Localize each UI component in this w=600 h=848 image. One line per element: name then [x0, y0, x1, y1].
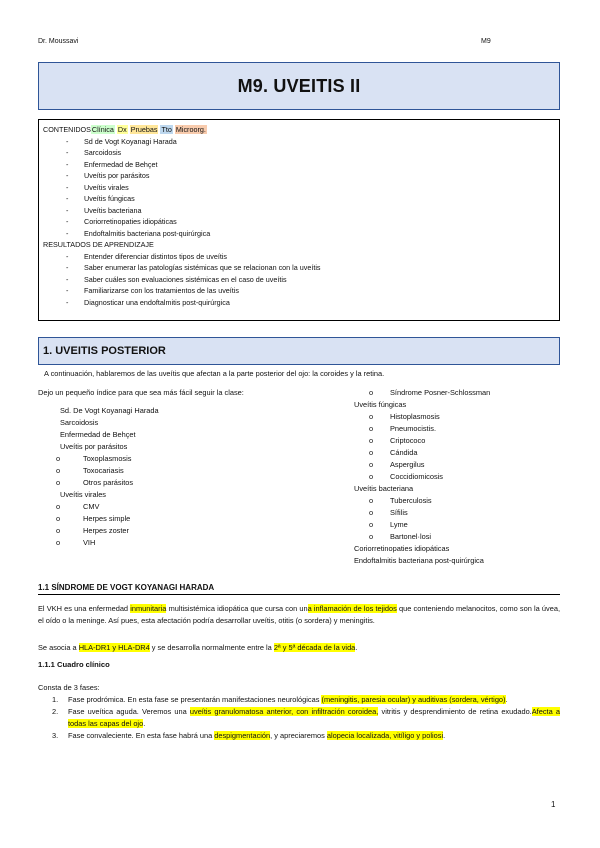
index-right-column [354, 387, 560, 567]
index-subitem: o Coccidiomicosis [354, 471, 560, 483]
index-subitem: o Bartonel·losi [354, 531, 560, 543]
list-item [38, 694, 560, 706]
text-run: vitritis y desprendimiento de retina exudado. [378, 707, 532, 716]
legend-dx: Dx [117, 125, 127, 134]
text-run: . [505, 695, 508, 704]
legend-clinica: Clínica [91, 125, 114, 134]
index-subitem: o Tuberculosis [354, 495, 560, 507]
list-item [38, 730, 560, 742]
list-item: - Sd de Vogt Koyanagi Harada [43, 136, 555, 148]
section-banner [38, 337, 560, 365]
contents-list [43, 136, 555, 240]
subsection-title: 1.1 SÍNDROME DE VOGT KOYANAGI HARADA [38, 583, 560, 595]
text-run: multisistémica idiopática que cursa con un [166, 604, 308, 613]
index-subitem: o VIH [38, 537, 283, 549]
list-item: - Entender diferenciar distintos tipos de uveítis [43, 251, 555, 263]
index-subitem: o Toxocariasis [38, 465, 283, 477]
list-item: - Familiarizarse con los tratamientos de las uveítis [43, 285, 555, 297]
index-subitem: o Cándida [354, 447, 560, 459]
index-intro: Dejo un pequeño índice para que sea más fácil seguir la clase: [38, 388, 244, 397]
highlight-run: a inflamación de los tejidos [307, 604, 397, 613]
index-subitem: o Herpes zoster [38, 525, 283, 537]
highlight-run: (meningitis, paresia ocular) y auditivas (sordera, vértigo) [321, 695, 506, 704]
index-subitem: o CMV [38, 501, 283, 513]
highlight-run: alopecia localizada, vitíligo y poliosi [326, 731, 444, 740]
highlight-run: Afecta a todas las capas del ojo [68, 707, 560, 728]
list-item: - Saber cuáles son evaluaciones sistémicas en el caso de uveítis [43, 274, 555, 286]
contents-box [38, 119, 560, 321]
list-item: - Uveítis virales [43, 182, 555, 194]
text-run: Fase prodrómica. En esta fase se presentarán manifestaciones neurológicas [68, 695, 322, 704]
index-item: Sd. De Vogt Koyanagi Harada [60, 406, 159, 415]
text-run: y se desarrolla normalmente entre la [149, 643, 274, 652]
list-item: - Enfermedad de Behçet [43, 159, 555, 171]
index-subitem: o Aspergilus [354, 459, 560, 471]
index-item: Uveítis virales [60, 490, 106, 499]
subsubsection-title: 1.1.1 Cuadro clínico [38, 660, 110, 669]
section-title: 1. UVEITIS POSTERIOR [43, 345, 166, 357]
header-code: M9 [481, 38, 491, 45]
index-item: Sarcoidosis [60, 418, 99, 427]
index-subitem: o Síndrome Posner-Schlossman [354, 387, 560, 399]
section-intro: A continuación, hablaremos de las uveítis que afectan a la parte posterior del ojo: la coroides y la retina. [44, 369, 385, 378]
index-subitem: o Toxoplasmosis [38, 453, 283, 465]
legend-pruebas: Pruebas [130, 125, 158, 134]
vkh-paragraph [38, 603, 560, 627]
text-run: . [443, 731, 446, 740]
results-list [43, 251, 555, 309]
page-title: M9. UVEITIS II [237, 75, 361, 96]
index-item: Uveítis por parásitos [60, 442, 128, 451]
list-number: 2. [52, 707, 59, 716]
list-item: - Uveítis bacteriana [43, 205, 555, 217]
list-item: - Endoftalmitis bacteriana post-quirúrgica [43, 228, 555, 240]
list-item: - Uveítis por parásitos [43, 170, 555, 182]
results-label: RESULTADOS DE APRENDIZAJE [43, 240, 154, 249]
highlight-run: HLA-DR1 y HLA-DR4 [78, 643, 150, 652]
list-item: - Coriorretinopaties idiopáticas [43, 216, 555, 228]
text-run: . [143, 719, 146, 728]
list-number: 1. [52, 695, 59, 704]
index-subitem: o Pneumocistis. [354, 423, 560, 435]
index-subitem: o Histoplasmosis [354, 411, 560, 423]
highlight-run: despigmentación [214, 731, 271, 740]
index-left-column [38, 387, 283, 549]
index-subitem: o Criptococo [354, 435, 560, 447]
index-subitem: o Lyme [354, 519, 560, 531]
index-item: Endoftalmitis bacteriana post-quirúrgica [354, 556, 484, 565]
contents-heading [43, 124, 555, 136]
highlight-run: uveítis granulomatosa anterior, con infiltración coroidea, [189, 707, 379, 716]
list-item [38, 706, 560, 730]
list-item: - Saber enumerar las patologías sistémicas que se relacionan con la uveítis [43, 262, 555, 274]
list-item: - Diagnosticar una endoftalmitis post-quirúrgica [43, 297, 555, 309]
highlight-run: 2ª y 5ª década de la vida [273, 643, 356, 652]
text-run: Fase convaleciente. En esta fase habrá una [68, 731, 215, 740]
index-item: Uveítis fúngicas [354, 400, 407, 409]
text-run: , y apreciaremos [270, 731, 327, 740]
text-run: El VKH es una enfermedad [38, 604, 131, 613]
text-run: Fase uveítica aguda. Veremos una [68, 707, 190, 716]
index-item: Uveítis bacteriana [354, 484, 414, 493]
text-run: . [355, 643, 358, 652]
page-number: 1 [551, 800, 556, 809]
index-subitem: o Sífilis [354, 507, 560, 519]
legend-tto: Tto [161, 125, 172, 134]
contents-label: CONTENIDOS [43, 125, 91, 134]
index-item: Enfermedad de Behçet [60, 430, 136, 439]
legend-microorg: Microorg. [175, 125, 206, 134]
list-item: - Uveítis fúngicas [43, 193, 555, 205]
text-run: Se asocia a [38, 643, 79, 652]
title-banner [38, 62, 560, 110]
text-run: que conteniendo melanocitos, como son la úvea, el oído o la meninge. Así pues, esta afectación podría desarrollar uveítis, otitis (o sordera) y meningitis. [38, 604, 560, 625]
index-subitem: o Herpes simple [38, 513, 283, 525]
index-item: Coriorretinopaties idiopáticas [354, 544, 450, 553]
highlight-run: inmunitaria [130, 604, 167, 613]
list-item: - Sarcoidosis [43, 147, 555, 159]
phases-list [38, 694, 560, 742]
list-number: 3. [52, 731, 59, 740]
hla-paragraph [38, 642, 560, 654]
index-subitem: o Otros parásitos [38, 477, 283, 489]
header-author: Dr. Moussavi [38, 38, 79, 45]
phases-intro: Consta de 3 fases: [38, 683, 100, 692]
